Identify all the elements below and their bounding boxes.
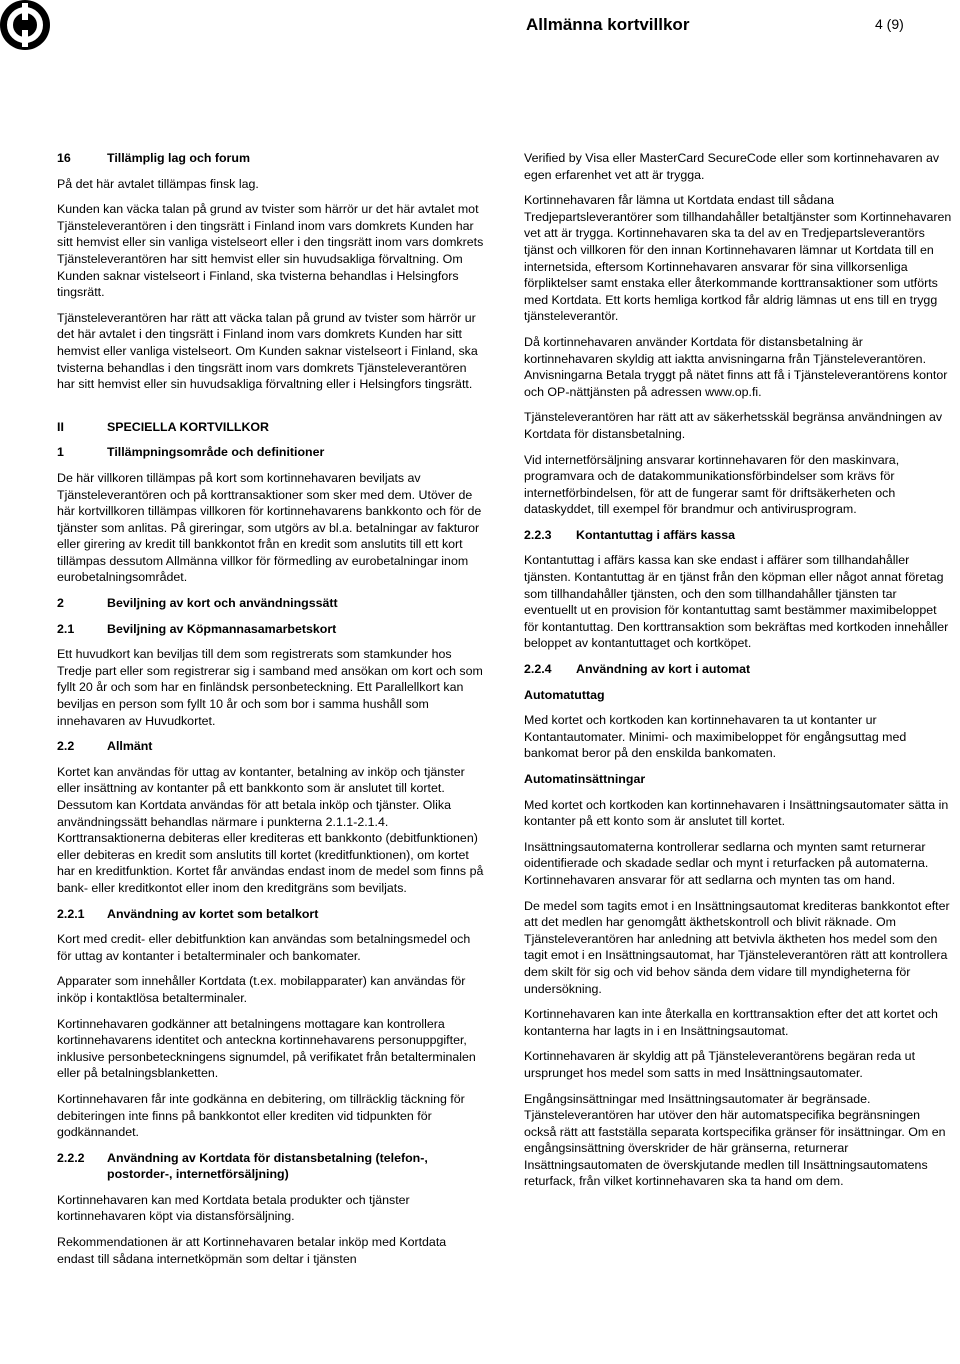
paragraph: Kortinnehavaren får lämna ut Kortdata endast till sådana Tredjepartsleverantörer som tillhandahåller betaltjänster som Kortinnehavaren vet att är trygga. Kortinnehavaren ska ta del av en Tredjepartsleverantörs tjänst och villkoren för den innan Kortinnehavaren lämnar ut Kortdata till en internetsida, eftersom Kortinnehavaren ansvarar för sina villkorsenliga förpliktelser samt enstaka eller återkommande korttransaktioner som utförts med Kortdata. Ett korts hemliga kortkod får aldrig lämnas ut ens till en trygg tjänsteleverantör. xyxy=(524,193,952,324)
paragraph: Tjänsteleverantören har rätt att av säkerhetsskäl begränsa användningen av Kortdata för distansbetalning. xyxy=(524,410,943,441)
paragraph: Kontantuttag i affärs kassa kan ske endast i affärer som tillhandahåller tjänsten. Kontantuttag är en tjänst från den köpman eller något annat företag som tillhandahåller tjänsten, och den som tillhandahåller tjänsten tar eventuellt ut en provision för kontantuttag samt bestämmer maximibeloppet för kontantuttag. Den korttransaktion som bekräftas med kortkoden innehåller beloppet av kontantuttaget och kortköpet. xyxy=(524,553,949,651)
paragraph: Kortinnehavaren får inte godkänna en debitering, om tillräcklig täckning för debiteringen inte finns på bankkontot eller krediten vid tidpunkten för godkännandet. xyxy=(57,1091,465,1140)
section-2-2-2-heading: 2.2.2 Användning av Kortdata för distansbetalning (telefon-, postorder-, internetförsäljning) xyxy=(57,1150,428,1182)
section-2-2-3-heading: 2.2.3 Kontantuttag i affärs kassa xyxy=(524,527,736,542)
paragraph: Rekommendationen är att Kortinnehavaren betalar inköp med Kortdata endast till sådana internetköpmän som deltar i tjänsten xyxy=(57,1235,447,1266)
paragraph: Kort med credit- eller debitfunktion kan användas som betalningsmedel och för uttag av kontanter i betalterminaler och bankomater. xyxy=(57,932,471,963)
section-16-heading: 16 Tillämplig lag och forum xyxy=(57,151,250,165)
paragraph: Kortet kan användas för uttag av kontanter, betalning av inköp och tjänster eller insättning av kontanter på ett bankkonto som är anslutet till kortet. Dessutom kan Kortdata användas för att betala inköp och tjänster. Olika användningssätt behandlas närmare i punkterna 2.1.1-2.1.4. Korttransaktionerna debiteras eller krediteras ett bankkonto (debitfunktionen) eller debiteras en kredit som anslutits till kortet (kreditfunktionen), om kortet har en kreditfunktion. Kortet får användas endast inom de medel som finns på bank- eller kreditkontot eller inom den kreditgräns som beviljats. xyxy=(57,764,484,895)
paragraph: Verified by Visa eller MasterCard SecureCode eller som kortinnehavaren av egen erfarenhet vet att är trygga. xyxy=(524,151,940,182)
paragraph: På det här avtalet tillämpas finsk lag. xyxy=(57,176,259,191)
paragraph: De här villkoren tillämpas på kort som kortinnehavaren beviljats av Tjänsteleverantören och på korttransaktioner som sker med dem. Utöver de här kortvillkoren tillämpas villkoren för kortinnehavarens bankkonto och för de tjänster som anlitas. På gireringar, som utgörs av bl.a. betalningar av fakturor eller girering av kredit till bankkontot från en kredit som anslutits till ett kort tillämpas dessutom Allmänna villkor för förmedling av eurobetalningar inom eurobetalningsområdet. xyxy=(57,470,482,585)
paragraph: Apparater som innehåller Kortdata (t.ex. mobilapparater) kan användas för inköp i kontaktlösa betalterminaler. xyxy=(57,974,466,1005)
paragraph: Kortinnehavaren kan inte återkalla en korttransaktion efter det att kortet och kontanterna har lagts in i en Insättningsautomat. xyxy=(524,1007,938,1038)
paragraph: Kortinnehavaren är skyldig att på Tjänsteleverantörens begäran reda ut ursprunget hos medel som satts in med Insättningsautomater. xyxy=(524,1049,916,1080)
section-II-heading: II SPECIELLA KORTVILLKOR xyxy=(57,419,269,434)
paragraph: Ett huvudkort kan beviljas till dem som registrerats som stamkunder hos Tredje part eller som registrerar sig i samband med ansökan om kort och som fyllt 20 år och som har en finländsk personbeteckning. Ett Parallellkort kan beviljas en person som fyllt 10 år och som bor i samma hushåll som innehavaren av Huvudkortet. xyxy=(57,647,483,728)
paragraph: Då kortinnehavaren använder Kortdata för distansbetalning är kortinnehavaren skyldig att iakttа anvisningarna från Tjänsteleverantören. Anvisningarna Betala tryggt på nätet finns att få i Tjänsteleverantörens kontor och OP-nättjänsten på adressen www.op.fi. xyxy=(524,334,948,399)
op-logo xyxy=(0,0,50,50)
right-column xyxy=(524,150,952,1199)
subheading-automatinsattningar: Automatinsättningar xyxy=(524,772,646,786)
paragraph: Engångsinsättningar med Insättningsautomater är begränsade. Tjänsteleverantören har utöver den här automatspecifika begränsningen också rätt att fastställa separata kortspecifika gränser för insättningar. Om en engångsinsättning överskrider de här gränserna, returnerar Insättningsautomaten de överskjutande medlen till Insättningsautomatens returfack, från vilket kortinnehavaren ska ta hand om dem. xyxy=(524,1091,946,1189)
section-2-2-heading: 2.2 Allmänt xyxy=(57,739,153,754)
paragraph: Med kortet och kortkoden kan kortinnehavaren i Insättningsautomater sätta in kontanter på ett konto som är anslutet till kortet. xyxy=(524,797,949,829)
paragraph: Kunden kan väcka talan på grund av tvister som härrör ur det här avtalet mot Tjänsteleverantören i den tingsrätt i Finland inom vars domkrets Kunden har sitt hemvist eller sin vanliga vistelseort eller i den tingsrätt inom vars domkrets Tjänsteleverantören har sitt hemvist eller sin huvudsakliga förvaltning. Om Kunden saknar vistelseort i Finland, ska tvisterna behandlas i Helsingfors tingsrätt. xyxy=(57,202,484,300)
section-2-2-4-heading: 2.2.4 Användning av kort i automat xyxy=(524,662,751,677)
page-number: 4 (9) xyxy=(875,16,904,32)
section-2-2-1-heading: 2.2.1 Användning av kortet som betalkort xyxy=(57,906,319,921)
paragraph: De medel som tagits emot i en Insättningsautomat krediteras bankkontot efter att det medlen har genomgått äkthetskontroll och blivit räknade. Om Tjänsteleverantören har anledning att betvivla äktheten hos medel som den tagit emot i en Insättningsautomat, har Tjänsteleverantören rätt att kontrollera dem skilt för sig och vid behov sända dem vidare till myndigheterna för undersökning. xyxy=(524,898,950,996)
paragraph: Kortinnehavaren kan med Kortdata betala produkter och tjänster kortinnehavaren köpt via distansförsäljning. xyxy=(57,1192,410,1224)
section-1-heading: 1 Tillämpningsområde och definitioner xyxy=(57,445,325,460)
section-2-heading: 2 Beviljning av kort och användningssätt xyxy=(57,596,338,611)
paragraph: Tjänsteleverantören har rätt att väcka talan på grund av tvister som härrör ur det här avtalet i den tingsrätt i Finland inom vars domkrets Kunden har sitt hemvist eller vanliga vistelseort. Om Kunden saknar vistelseort i Finland, ska tvisterna behandlas i den tingsrätt inom vars domkrets Tjänsteleverantören har sitt hemvist eller sin huvudsakliga förvaltning eller i Helsingfors tingsrätt. xyxy=(57,310,478,392)
section-2-1-heading: 2.1 Beviljning av Köpmannasamarbetskort xyxy=(57,621,337,636)
paragraph: Med kortet och kortkoden kan kortinnehavaren ta ut kontanter ur Kontantautomater. Minimi- och maximibeloppet för engångsuttag med bankomat beror på den enskilda bankomaten. xyxy=(524,713,907,761)
paragraph: Vid internetförsäljning ansvarar kortinnehavaren för den maskinvara, programvara och de datakommunikationsförbindelser som krävs för internetförbindelsen, för att de fungerar samt för driftsäkerheten och dataskyddet, till exempel för brandmur och antivirusprogram. xyxy=(524,452,900,517)
paragraph: Kortinnehavaren godkänner att betalningens mottagare kan kontrollera kortinnehavarens identitet och anteckna kortinnehavarens personuppgifter, inklusive personbeteckningens signumdel, på verifikatet från betalterminalen eller på betalningsblanketten. xyxy=(57,1016,476,1081)
paragraph: Insättningsautomaterna kontrollerar sedlarna och mynten samt returnerar oidentifierade och skadade sedlar och mynt i returfacken på automaterna. Kortinnehavaren ansvarar för att sedlarna och mynten tas om hand. xyxy=(524,839,929,887)
subheading-automatuttag: Automatuttag xyxy=(524,687,605,702)
document-title: Allmänna kortvillkor xyxy=(526,15,690,34)
left-column xyxy=(57,150,485,1276)
